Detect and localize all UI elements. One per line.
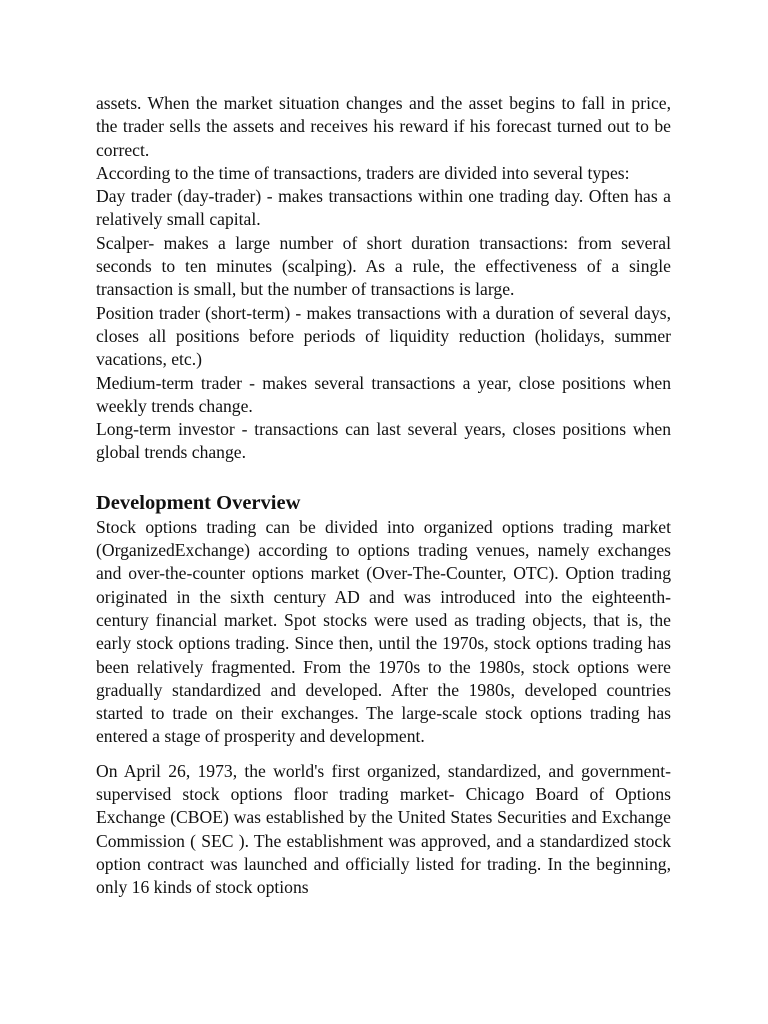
paragraph-day-trader: Day trader (day-trader) - makes transactions within one trading day. Often has a relatively small capital. [96, 186, 671, 230]
section-heading: Development Overview [96, 491, 301, 514]
paragraph-position-trader: Position trader (short-term) - makes transactions with a duration of several days, closes all positions before periods of liquidity reduction (holidays, summer vacations, etc.) [96, 302, 671, 370]
paragraph-cboe-history: On April 26, 1973, the world's first organized, standardized, and government-supervised stock options floor trading market- Chicago Board of Options Exchange (CBOE) was established by the United States Securities and Exchange Commission ( SEC ). The establishment was approved, and a standardized stock option contract was launched and officially listed for trading. In the beginning, only 16 kinds of stock options [96, 760, 671, 898]
paragraph-long-term-investor: Long-term investor - transactions can last several years, closes positions when global trends change. [96, 419, 671, 463]
paragraph-development-overview: Stock options trading can be divided into organized options trading market (OrganizedExchange) according to options trading venues, namely exchanges and over-the-counter options market (Over-The-Counter, OTC). Option trading originated in the sixth century AD and was introduced into the eighteenth-century financial market. Spot stocks were used as trading objects, that is, the early stock options trading. Since then, until the 1970s, stock options trading has been relatively fragmented. From the 1970s to the 1980s, stock options were gradually standardized and developed. After the 1980s, developed countries started to trade on their exchanges. The large-scale stock options trading has entered a stage of prosperity and development. [96, 516, 671, 747]
document-page [96, 92, 671, 900]
paragraph-trader-forecast: assets. When the market situation changes and the asset begins to fall in price, the trader sells the assets and receives his reward if his forecast turned out to be correct. [96, 93, 671, 160]
paragraph-medium-term-trader: Medium-term trader - makes several transactions a year, close positions when weekly trends change. [96, 372, 671, 416]
paragraph-trader-types-intro: According to the time of transactions, traders are divided into several types: [96, 162, 630, 183]
paragraph-scalper: Scalper- makes a large number of short duration transactions: from several seconds to ten minutes (scalping). As a rule, the effectiveness of a single transaction is small, but the number of transactions is large. [96, 232, 671, 300]
